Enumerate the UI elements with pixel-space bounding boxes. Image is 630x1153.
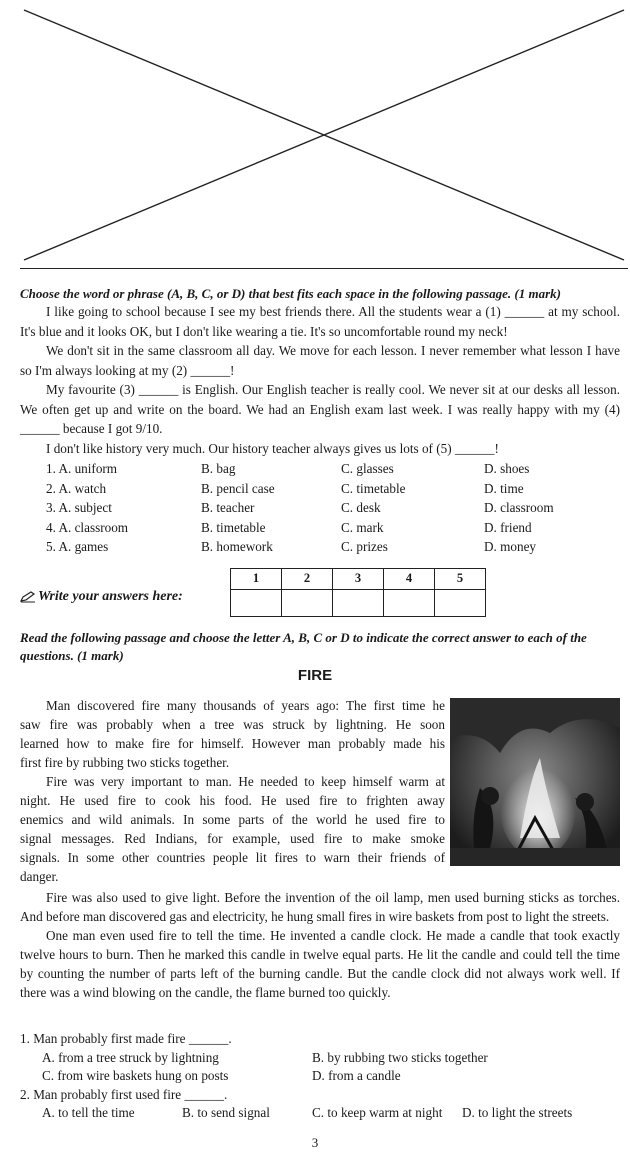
answer-number: 1 — [231, 569, 282, 590]
fire-paragraph-4: One man even used fire to tell the time. He invented a candle clock. He made a candle that took exactly twelve hours to burn. Then he marked this candle in twelve equal parts. He lit the candle and could tell the time by counting the number of parts left of the burning candle. But the candle clock did not always work well. If there was a wind blowing on the candle, the flame burned too quickly. — [20, 928, 620, 1000]
question-options — [20, 1049, 620, 1068]
fire-line: learned how to make fire for himself. However man probably made his — [20, 736, 445, 751]
fire-paragraph-3: Fire was also used to give light. Before the invention of the oil lamp, men used burning sticks as torches. And before man discovered gas and electricity, he hung small fires in wire baskets from post to light the streets. — [20, 890, 620, 924]
option-c[interactable]: C. to keep warm at night — [312, 1105, 443, 1120]
section1-instruction: Choose the word or phrase (A, B, C, or D) that best fits each space in the following passage. (1 mark) — [20, 286, 561, 301]
option-c[interactable]: C. prizes — [341, 539, 388, 554]
answer-cell-5[interactable] — [435, 589, 486, 616]
option-c[interactable]: C. from wire baskets hung on posts — [42, 1068, 229, 1083]
fire-line: danger. — [20, 869, 59, 884]
option-row — [46, 479, 606, 499]
option-row — [46, 518, 606, 538]
campfire-photo — [450, 698, 620, 866]
option-b[interactable]: B. timetable — [201, 519, 266, 535]
fire-line: Man discovered fire many thousands of years ago: The first time he — [46, 698, 445, 713]
section2-instruction: Read the following passage and choose the letter A, B, C or D to indicate the correct answer to each of the questions. (1 mark) — [20, 630, 587, 663]
cloze-passage — [20, 302, 620, 458]
fire-line: signals. In some other countries people lit fires to warn their friends of — [20, 850, 445, 865]
fire-line: enemics and wild animals. In some parts of the world he used fire to — [20, 812, 445, 827]
cloze-paragraph-3: My favourite (3) ______ is English. Our English teacher is really cool. We never sit at our desks all lesson. We often get up and write on the board. We had an English exam last week. I was really happy with my (4) ______ because I got 9/10. — [20, 382, 620, 436]
option-d[interactable]: D. money — [484, 539, 537, 554]
cloze-options — [46, 459, 606, 557]
crossed-out-box — [20, 4, 628, 270]
answers-prompt — [20, 587, 183, 607]
cloze-paragraph-1: I like going to school because I see my best friends there. All the students wear a (1) ______ at my school. It's blue and it looks OK, but I don't like wearing a tie. It's so uncomfortable round my neck! — [20, 304, 620, 339]
option-a[interactable]: 4. A. classroom — [46, 519, 129, 535]
option-c[interactable]: C. timetable — [341, 480, 406, 496]
divider-line — [20, 268, 628, 269]
comprehension-questions — [20, 1030, 620, 1123]
passage-title: FIRE — [297, 667, 333, 684]
answer-number: 4 — [384, 569, 435, 590]
answer-cell-2[interactable] — [282, 589, 333, 616]
option-c[interactable]: C. glasses — [341, 461, 394, 476]
answers-label: Write your answers here: — [38, 589, 183, 604]
option-d[interactable]: D. from a candle — [312, 1068, 401, 1083]
option-b[interactable]: B. bag — [201, 461, 236, 476]
option-c[interactable]: C. mark — [341, 519, 384, 535]
option-b[interactable]: B. teacher — [201, 500, 255, 515]
fire-line: first fire by rubbing two sticks together. — [20, 755, 230, 770]
option-a[interactable]: 3. A. subject — [46, 500, 112, 515]
option-d[interactable]: D. time — [484, 480, 524, 496]
option-b[interactable]: B. by rubbing two sticks together — [312, 1049, 488, 1065]
fire-line: night. He used fire to cook his food. He used fire to frighten away — [20, 793, 445, 808]
option-d[interactable]: D. to light the streets — [462, 1105, 573, 1120]
option-a[interactable]: 2. A. watch — [46, 480, 107, 496]
option-c[interactable]: C. desk — [341, 500, 381, 515]
passage-full-width — [20, 888, 620, 1002]
option-a[interactable]: A. from a tree struck by lightning — [42, 1049, 219, 1065]
passage-left-column — [20, 696, 445, 886]
option-b[interactable]: B. pencil case — [201, 480, 275, 496]
question-options — [20, 1067, 620, 1086]
option-b[interactable]: B. homework — [201, 539, 273, 554]
cloze-paragraph-2: We don't sit in the same classroom all day. We move for each lesson. I never remember what lesson I have so I'm always looking at my (2) ______! — [20, 343, 620, 378]
fire-line: signal messages. Red Indians, for example, used fire to make smoke — [20, 831, 445, 846]
option-d[interactable]: D. friend — [484, 519, 532, 535]
option-a[interactable]: 5. A. games — [46, 539, 109, 554]
fire-line: saw fire was probably when a tree was struck by lightning. He soon — [20, 717, 445, 732]
answer-cell-3[interactable] — [333, 589, 384, 616]
pencil-icon — [20, 591, 36, 603]
option-row — [46, 498, 606, 518]
option-a[interactable]: 1. A. uniform — [46, 461, 118, 476]
answer-number: 2 — [282, 569, 333, 590]
fire-line: Fire was very important to man. He needed to keep himself warm at — [46, 774, 445, 789]
option-d[interactable]: D. classroom — [484, 500, 554, 515]
cloze-paragraph-4: I don't like history very much. Our history teacher always gives us lots of (5) ______! — [46, 440, 499, 456]
option-row — [46, 459, 606, 479]
answer-number: 5 — [435, 569, 486, 590]
answer-number: 3 — [333, 569, 384, 590]
option-a[interactable]: A. to tell the time — [42, 1105, 135, 1120]
answer-cell-1[interactable] — [231, 589, 282, 616]
option-d[interactable]: D. shoes — [484, 461, 530, 476]
answer-cell-4[interactable] — [384, 589, 435, 616]
option-row — [46, 537, 606, 557]
question-stem: 2. Man probably first used fire ______. — [20, 1086, 228, 1102]
question-options — [20, 1104, 620, 1123]
answer-grid — [230, 568, 486, 617]
question-stem: 1. Man probably first made fire ______. — [20, 1031, 232, 1046]
page-number: 3 — [311, 1135, 319, 1150]
option-b[interactable]: B. to send signal — [182, 1105, 270, 1120]
